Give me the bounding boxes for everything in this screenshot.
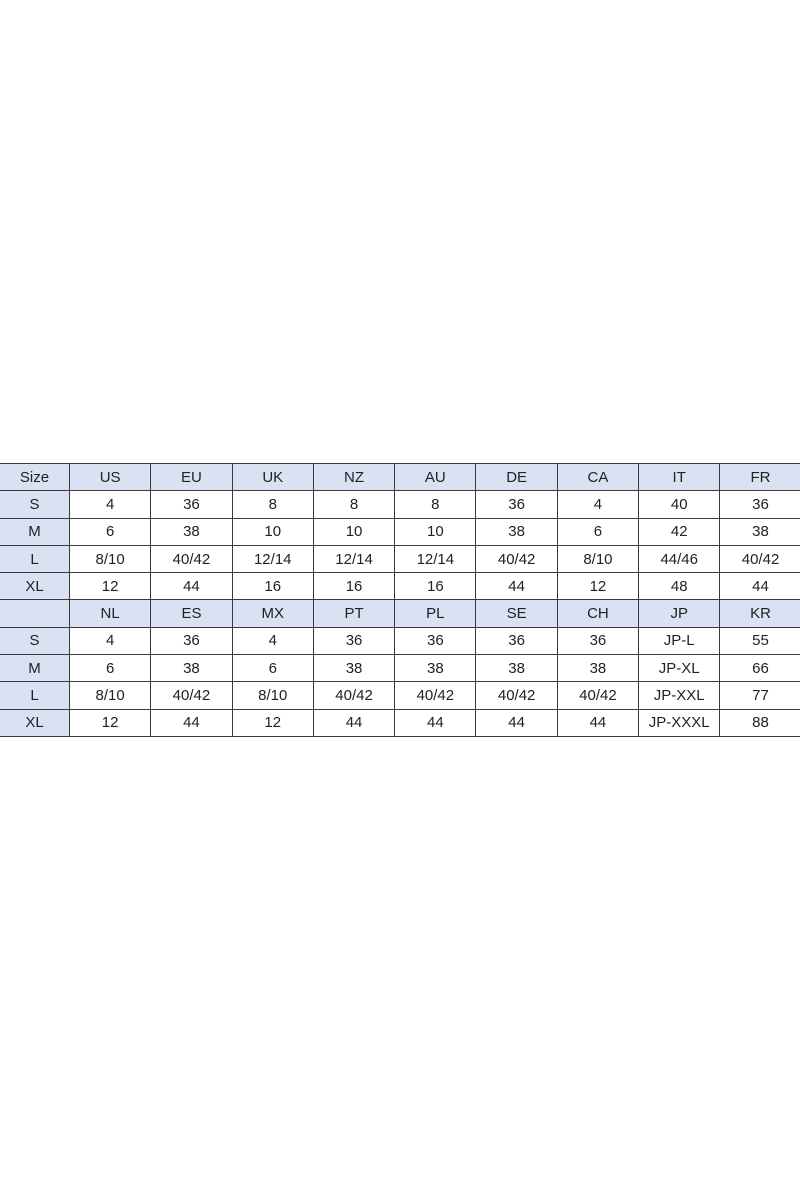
size-value-cell: 36 bbox=[151, 491, 232, 518]
size-row bbox=[0, 655, 800, 682]
size-value-cell: 36 bbox=[476, 491, 557, 518]
size-value-cell: 48 bbox=[639, 573, 720, 600]
size-value-cell: 10 bbox=[313, 518, 394, 545]
size-value-cell: 55 bbox=[720, 627, 800, 654]
size-value-cell: 66 bbox=[720, 655, 800, 682]
size-value-cell: 8/10 bbox=[557, 545, 638, 572]
region-header-cell: DE bbox=[476, 464, 557, 491]
region-header-cell: AU bbox=[395, 464, 476, 491]
size-value-cell: 44 bbox=[395, 709, 476, 736]
size-row bbox=[0, 545, 800, 572]
size-value-cell: 8/10 bbox=[70, 545, 151, 572]
size-value-cell: 12 bbox=[70, 573, 151, 600]
size-value-cell: 36 bbox=[476, 627, 557, 654]
size-value-cell: 12/14 bbox=[232, 545, 313, 572]
size-value-cell: 36 bbox=[720, 491, 800, 518]
size-value-cell: JP-XXL bbox=[639, 682, 720, 709]
region-header-cell: MX bbox=[232, 600, 313, 627]
region-header-cell: JP bbox=[639, 600, 720, 627]
size-row bbox=[0, 682, 800, 709]
region-header-cell: EU bbox=[151, 464, 232, 491]
size-value-cell: 40/42 bbox=[720, 545, 800, 572]
size-value-cell: 38 bbox=[151, 655, 232, 682]
size-value-cell: 40 bbox=[639, 491, 720, 518]
size-value-cell: 16 bbox=[232, 573, 313, 600]
size-label-cell: M bbox=[0, 518, 70, 545]
size-value-cell: 38 bbox=[720, 518, 800, 545]
size-value-cell: 12/14 bbox=[313, 545, 394, 572]
region-header-cell: IT bbox=[639, 464, 720, 491]
size-label-cell: S bbox=[0, 491, 70, 518]
region-header-row bbox=[0, 464, 800, 491]
size-value-cell: 38 bbox=[313, 655, 394, 682]
size-value-cell: 4 bbox=[70, 627, 151, 654]
size-label-cell: L bbox=[0, 545, 70, 572]
size-value-cell: JP-L bbox=[639, 627, 720, 654]
region-header-cell: SE bbox=[476, 600, 557, 627]
size-value-cell: 40/42 bbox=[395, 682, 476, 709]
size-value-cell: 38 bbox=[151, 518, 232, 545]
size-table-body bbox=[0, 464, 800, 737]
region-header-cell: NZ bbox=[313, 464, 394, 491]
size-value-cell: 44 bbox=[476, 573, 557, 600]
region-header-cell: PT bbox=[313, 600, 394, 627]
size-value-cell: 12 bbox=[232, 709, 313, 736]
size-value-cell: 4 bbox=[557, 491, 638, 518]
size-value-cell: 40/42 bbox=[151, 682, 232, 709]
size-value-cell: JP-XL bbox=[639, 655, 720, 682]
size-value-cell: 12 bbox=[70, 709, 151, 736]
size-value-cell: 16 bbox=[395, 573, 476, 600]
size-value-cell: 44 bbox=[313, 709, 394, 736]
size-label-cell: XL bbox=[0, 709, 70, 736]
size-value-cell: 38 bbox=[557, 655, 638, 682]
size-value-cell: 8 bbox=[395, 491, 476, 518]
region-header-cell: CH bbox=[557, 600, 638, 627]
size-value-cell: 12/14 bbox=[395, 545, 476, 572]
size-value-cell: 44 bbox=[720, 573, 800, 600]
region-header-cell: FR bbox=[720, 464, 800, 491]
size-label-cell: XL bbox=[0, 573, 70, 600]
size-value-cell: JP-XXXL bbox=[639, 709, 720, 736]
size-value-cell: 36 bbox=[395, 627, 476, 654]
region-header-cell: US bbox=[70, 464, 151, 491]
region-header-cell: UK bbox=[232, 464, 313, 491]
region-header-cell: PL bbox=[395, 600, 476, 627]
size-value-cell: 38 bbox=[476, 518, 557, 545]
size-value-cell: 8/10 bbox=[70, 682, 151, 709]
size-label-cell: L bbox=[0, 682, 70, 709]
region-header-cell: NL bbox=[70, 600, 151, 627]
size-value-cell: 10 bbox=[232, 518, 313, 545]
size-value-cell: 38 bbox=[395, 655, 476, 682]
region-header-cell: ES bbox=[151, 600, 232, 627]
size-value-cell: 44 bbox=[476, 709, 557, 736]
region-header-row bbox=[0, 600, 800, 627]
size-value-cell: 40/42 bbox=[557, 682, 638, 709]
size-value-cell: 6 bbox=[232, 655, 313, 682]
size-value-cell: 77 bbox=[720, 682, 800, 709]
size-label-cell: S bbox=[0, 627, 70, 654]
size-value-cell: 8 bbox=[313, 491, 394, 518]
size-label-cell: M bbox=[0, 655, 70, 682]
size-value-cell: 16 bbox=[313, 573, 394, 600]
size-value-cell: 36 bbox=[313, 627, 394, 654]
region-header-cell: CA bbox=[557, 464, 638, 491]
size-value-cell: 42 bbox=[639, 518, 720, 545]
size-value-cell: 88 bbox=[720, 709, 800, 736]
size-value-cell: 6 bbox=[557, 518, 638, 545]
size-row bbox=[0, 627, 800, 654]
size-value-cell: 44/46 bbox=[639, 545, 720, 572]
size-value-cell: 44 bbox=[557, 709, 638, 736]
size-value-cell: 38 bbox=[476, 655, 557, 682]
size-row bbox=[0, 709, 800, 736]
size-value-cell: 40/42 bbox=[313, 682, 394, 709]
size-value-cell: 6 bbox=[70, 655, 151, 682]
size-value-cell: 12 bbox=[557, 573, 638, 600]
size-value-cell: 8/10 bbox=[232, 682, 313, 709]
size-value-cell: 40/42 bbox=[476, 682, 557, 709]
size-value-cell: 44 bbox=[151, 573, 232, 600]
size-value-cell: 10 bbox=[395, 518, 476, 545]
size-conversion-table bbox=[0, 463, 800, 737]
size-value-cell: 40/42 bbox=[476, 545, 557, 572]
size-row bbox=[0, 518, 800, 545]
size-value-cell: 4 bbox=[232, 627, 313, 654]
size-column-header: Size bbox=[0, 464, 70, 491]
size-row bbox=[0, 491, 800, 518]
region-header-cell: KR bbox=[720, 600, 800, 627]
size-value-cell: 36 bbox=[151, 627, 232, 654]
size-value-cell: 36 bbox=[557, 627, 638, 654]
size-value-cell: 44 bbox=[151, 709, 232, 736]
size-value-cell: 8 bbox=[232, 491, 313, 518]
size-value-cell: 6 bbox=[70, 518, 151, 545]
size-value-cell: 4 bbox=[70, 491, 151, 518]
size-column-header bbox=[0, 600, 70, 627]
size-row bbox=[0, 573, 800, 600]
size-value-cell: 40/42 bbox=[151, 545, 232, 572]
